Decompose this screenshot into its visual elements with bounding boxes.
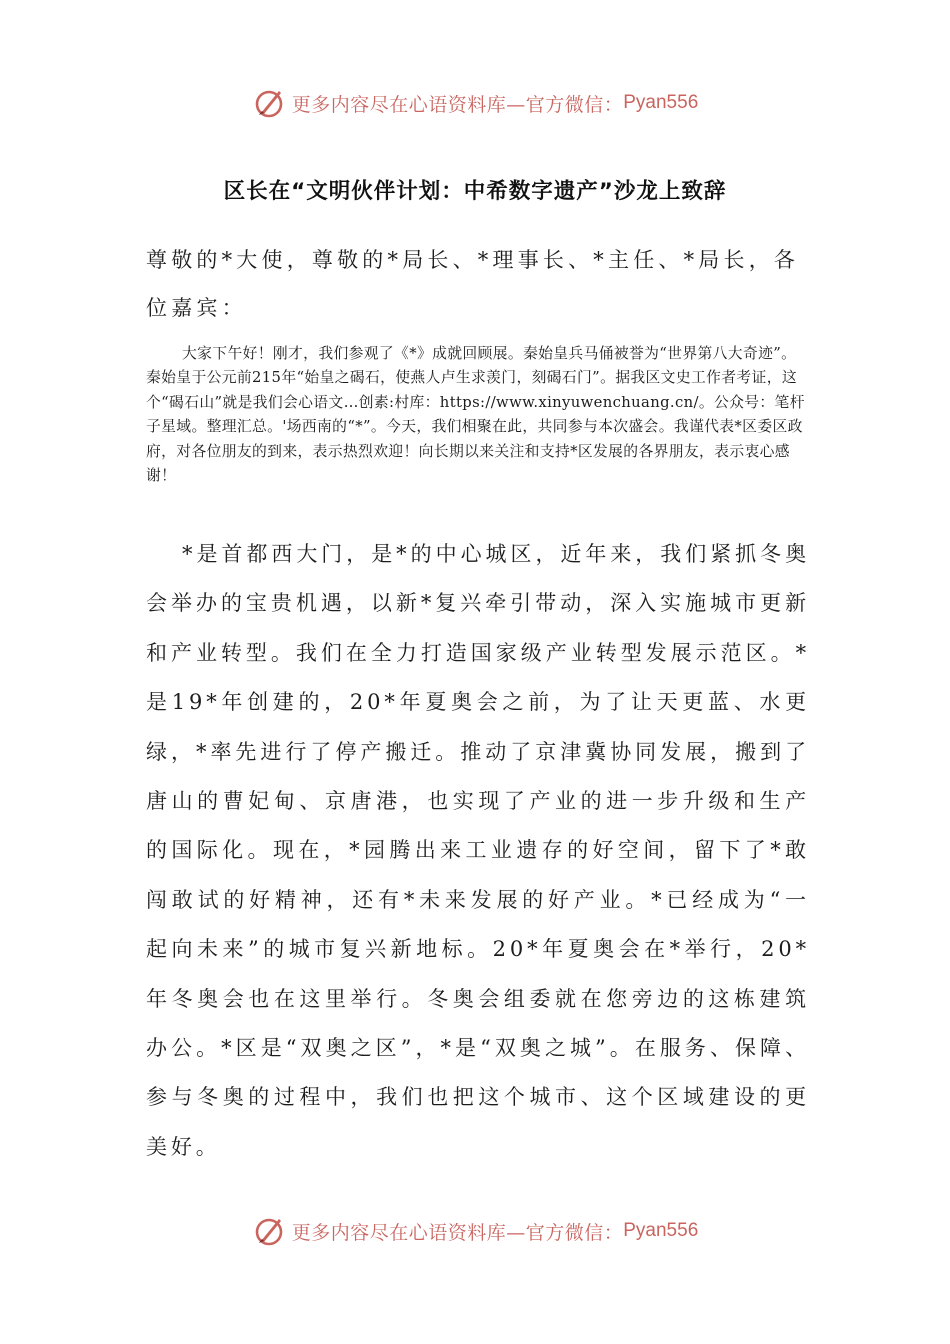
salutation: 尊敬的*大使，尊敬的*局长、*理事长、*主任、*局长，各位嘉宾： xyxy=(146,248,800,320)
watermark-wechat-id: Pyan556 xyxy=(623,1220,699,1241)
watermark-text: 更多内容尽在心语资料库—官方微信： xyxy=(291,1221,624,1244)
quill-pen-logo-icon xyxy=(252,86,286,120)
watermark-text: 更多内容尽在心语资料库—官方微信： xyxy=(291,93,624,116)
quill-pen-logo-icon xyxy=(252,1214,286,1248)
paragraph-body: *是首都西大门，是*的中心城区，近年来，我们紧抓冬奥会举办的宝贵机遇，以新*复兴牵引带动，深入实施城市更新和产业转型。我们在全力打造国家级产业转型发展示范区。*是19*年创建的，20*年夏奥会之前，为了让天更蓝、水更绿，*率先进行了停产搬迁。推动了京津冀协同发展，搬到了唐山的曹妃甸、京唐港，也实现了产业的进一步升级和生产的国际化。现在，*园腾出来工业遗存的好空间，留下了*敢闯敢试的好精神，还有*未来发展的好产业。*已经成为“一起向未来”的城市复兴新地标。20*年夏奥会在*举行，20*年冬奥会也在这里举行。冬奥会组委就在您旁边的这栋建筑办公。*区是“双奥之区”，*是“双奥之城”。在服务、保障、参与冬奥的过程中，我们也把这个城市、这个区域建设的更美好。 xyxy=(146,542,810,1159)
header-watermark xyxy=(0,80,950,126)
watermark-wechat-id: Pyan556 xyxy=(623,92,699,113)
footer-watermark xyxy=(0,1208,950,1254)
paragraph-opening: 大家下午好！刚才，我们参观了《*》成就回顾展。秦始皇兵马俑被誉为“世界第八大奇迹”。秦始皇于公元前215年“始皇之碣石，使燕人卢生求羡门，刻碣石门”。据我区文史工作者考证，这个“碣石山”就是我们会心语文…创素:村库：https://www.xinyuwenchuang.cn/。公众号：笔杆子星域。整理汇总。'场西南的“*”。今天，我们相聚在此，共同参与本次盛会。我谨代表*区委区政府，对各位朋友的到来，表示热烈欢迎！向长期以来关注和支持*区发展的各界朋友，表示衷心感谢！ xyxy=(146,345,805,485)
document-title: 区长在“文明伙伴计划：中希数字遗产”沙龙上致辞 xyxy=(223,179,727,204)
